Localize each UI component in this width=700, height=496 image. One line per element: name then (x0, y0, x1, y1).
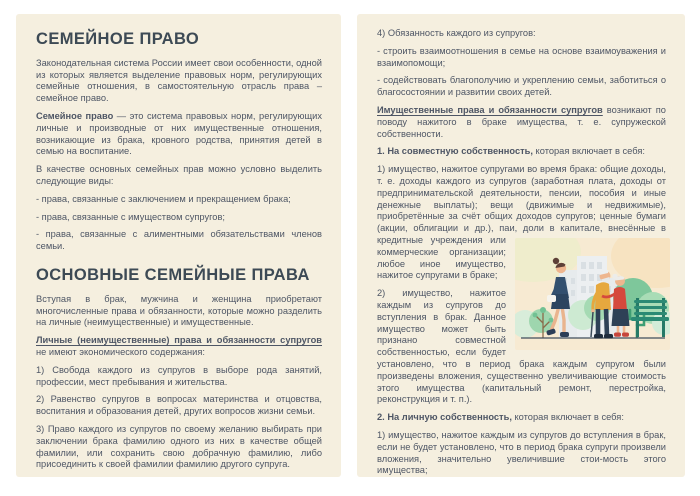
heading-basic-family-rights: ОСНОВНЫЕ СЕМЕЙНЫЕ ПРАВА (36, 265, 310, 284)
paragraph-marriage-intro: Вступая в брак, мужчина и женщина приобретают многочисленные права и обязанности, которые можно разделить на личные (неимущественные) и имущественные. (36, 293, 322, 328)
heading-family-law: СЕМЕЙНОЕ ПРАВО (36, 30, 200, 48)
list-item-freedom: 1) Свобода каждого из супругов в выборе рода занятий, профессии, мест пребывания и жительства. (36, 364, 322, 387)
paragraph-definition (36, 111, 322, 158)
paragraph-personal-rights (36, 335, 322, 359)
joint-property-term: 1. На совместную собственность, (377, 146, 533, 157)
park-scene (515, 238, 670, 350)
personal-rights-term: Личные (неимущественные) права и обязанности супругов (36, 335, 322, 346)
property-rights-body: возникают по поводу нажитого в браке имущества, т. е. супружеской собственности. (377, 104, 666, 139)
paragraph-intro: Законодательная система России имеет свои особенности, одной из которых является выделение правовых норм, регулирующих семейные отношения, в самостоятельную отрасль права – семейное право. (36, 57, 322, 104)
personal-property-term: 2. На личную собственность, (377, 412, 512, 423)
bullet-mutual-respect: - строить взаимоотношения в семье на основе взаимоуважения и взаимопомощи; (377, 45, 666, 68)
paragraph-duty-lead: 4) Обязанность каждого из супругов: (377, 28, 536, 38)
paragraph-types-lead: В качестве основных семейных прав можно условно выделить следующие виды: (36, 164, 322, 186)
personal-property-body: которая включает в себя: (511, 412, 624, 423)
list-item-surname: 3) Право каждого из супругов по своему желанию выбирать при заключении брака фамилию одного из них в качестве общей фамилии, или сохранить свою добрачную фамилию, либо присоединить к своей фамилии фамилию другого супруга. (36, 423, 322, 470)
bullet-marriage-rights: - права, связанные с заключением и прекращением брака; (36, 193, 291, 204)
joint-item1-part-b: кредитные учреждения или коммерческие организации; любое иное имущество, нажитое супругами в браке; (377, 234, 506, 281)
property-rights-term: Имущественные права и обязанности супругов (377, 104, 603, 115)
bullet-alimony-rights: - права, связанные с алиментными обязательствами членов семьи. (36, 229, 322, 252)
paragraph-joint-property-lead (377, 146, 666, 158)
left-page-card (16, 14, 341, 477)
paragraph-joint-property-item2: 2) имущество, нажитое каждым из супругов до вступления в брак. Данное имущество может быть признано совместной собственностью, если будет установлено, что в период брака каждым супругом были произведены вложения, существенно увеличивающие стоимость этого имущества (капитальный ремонт, перестройка, реконструкция и т. п.). (377, 288, 666, 405)
paragraph-personal-property-item1: 1) имущество, нажитое каждым из супругов до вступления в брак, если не будет установлено, что в период брака супруги произвели вложения, значительно увеличившие стои-мость этого имущества; (377, 429, 666, 476)
joint-property-body: которая включает в себя: (532, 146, 645, 157)
paragraph-personal-property-lead (377, 412, 666, 424)
joint-item1-part-a: 1) имущество, нажитое супругами во время брака: общие доходы, т. е. доходы каждого из супругов (заработная плата, доходы от предпринимательской деятельности, пенсии, пособия и иные денежные выплаты); вещи (движимые и недвижимые), приобретённые за счёт общих доходов супругов; ценные бумаги (акции, облигации и др.), паи, доли в капитале, внесённые в (377, 164, 666, 234)
paragraph-property-rights (377, 105, 666, 140)
definition-term: Семейное право (36, 110, 114, 121)
park-illustration-image (515, 238, 670, 350)
definition-body: — это система правовых норм, регулирующих личные и производные от них имущественные отношения, возникающие из брака, кровного родства, принятия детей в семью на воспитание. (36, 110, 322, 157)
personal-rights-body: не имеют экономического содержания: (36, 346, 205, 357)
list-item-equality: 2) Равенство супругов в вопросах материнства и отцовства, воспитания и образования детей, других вопросов жизни семьи. (36, 394, 322, 417)
right-page-card (357, 14, 685, 477)
bullet-property-rights: - права, связанные с имуществом супругов; (36, 211, 225, 222)
bullet-family-wellbeing: - содействовать благополучию и укреплению семьи, заботиться о благосостоянии и развитии своих детей. (377, 75, 666, 98)
paragraph-joint-property-item1 (377, 164, 666, 282)
